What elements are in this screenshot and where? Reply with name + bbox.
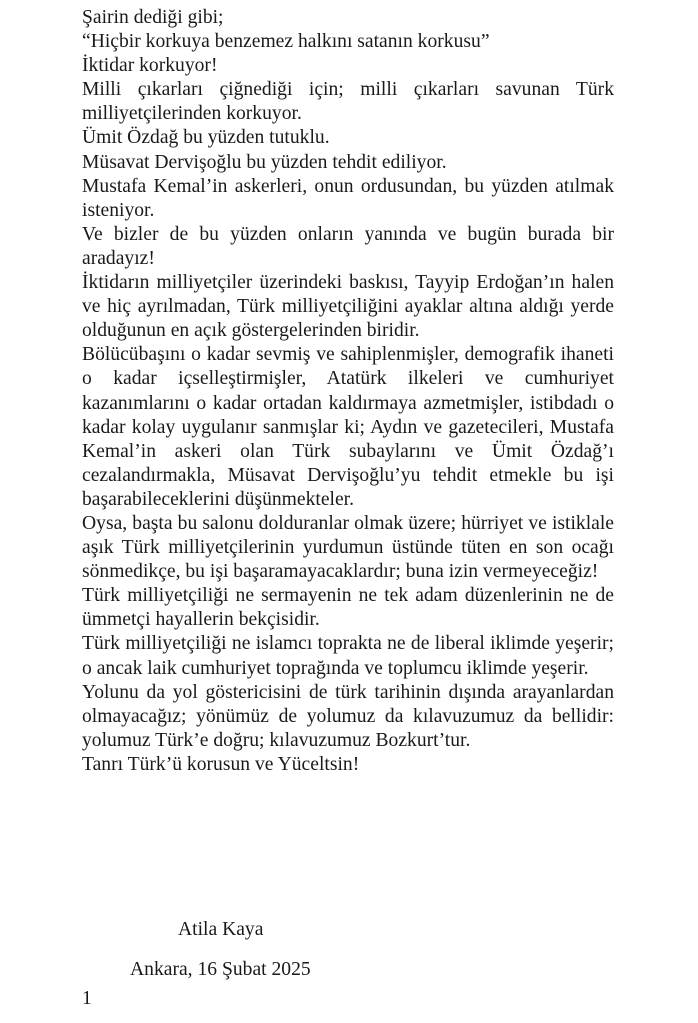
paragraph: Türk milliyetçiliği ne islamcı toprakta ne de liberal iklimde yeşerir; o ancak laik cumhuriyet toprağında ve toplumcu iklimde yeşerir. xyxy=(82,633,614,679)
paragraph: Şairin dediği gibi; xyxy=(82,7,224,28)
document-page xyxy=(82,6,614,777)
paragraph: Milli çıkarları çiğnediği için; milli çıkarları savunan Türk milliyetçilerinden korkuyor. xyxy=(82,79,614,125)
paragraph: Türk milliyetçiliği ne sermayenin ne tek adam düzenlerinin ne de ümmetçi hayallerin bekçisidir. xyxy=(82,585,614,631)
paragraph: İktidarın milliyetçiler üzerindeki baskısı, Tayyip Erdoğan’ın halen ve hiç ayrılmadan, Türk milliyetçiliğini ayaklar altına aldığı yerde olduğunun en açık göstergelerinden biridir. xyxy=(82,272,614,342)
document-body xyxy=(82,6,614,777)
paragraph: Müsavat Dervişoğlu bu yüzden tehdit ediliyor. xyxy=(82,151,447,173)
paragraph: Oysa, başta bu salonu dolduranlar olmak üzere; hürriyet ve istiklale aşık Türk milliyetçilerinin yurdumun üstünde tüten en son ocağı sönmedikçe, bu işi başaramayacaklardır; buna izin vermeyeceğiz! xyxy=(82,512,614,583)
paragraph: Yolunu da yol göstericisini de türk tarihinin dışında arayanlardan olmayacağız; yönümüz de yolumuz da kılavuzumuz da bellidir: yolumuz Türk’e doğru; kılavuzumuz Bozkurt’tur. xyxy=(82,681,614,751)
paragraph: Bölücübaşını o kadar sevmiş ve sahiplenmişler, demografik ihaneti o kadar içselleştirmişler, Atatürk ilkeleri ve cumhuriyet kazanımlarını o kadar ortadan kaldırmaya azmetmişler, istibdadı o kadar kolay uygulanır sanmışlar ki; Aydın ve gazetecileri, Mustafa Kemal’in askeri olan Türk subaylarını ve Ümit Özdağ’ı cezalandırmakla, Müsavat Dervişoğlu’yu tehdit etmekle bu işi başarabileceklerini düşünmekteler. xyxy=(82,344,614,510)
paragraph: İktidar korkuyor! xyxy=(82,55,218,77)
paragraph-closing: Tanrı Türk’ü korusun ve Yüceltsin! xyxy=(82,753,360,775)
page-number: 1 xyxy=(82,988,92,1009)
signature-name: Atila Kaya xyxy=(178,919,264,940)
paragraph: Ve bizler de bu yüzden onların yanında ve bugün burada bir aradayız! xyxy=(82,223,614,269)
paragraph: Mustafa Kemal’in askerleri, onun ordusundan, bu yüzden atılmak isteniyor. xyxy=(82,175,614,221)
paragraph: Ümit Özdağ bu yüzden tutuklu. xyxy=(82,127,330,149)
place-date: Ankara, 16 Şubat 2025 xyxy=(130,959,311,980)
paragraph-quote: “Hiçbir korkuya benzemez halkını satanın korkusu” xyxy=(82,31,490,53)
